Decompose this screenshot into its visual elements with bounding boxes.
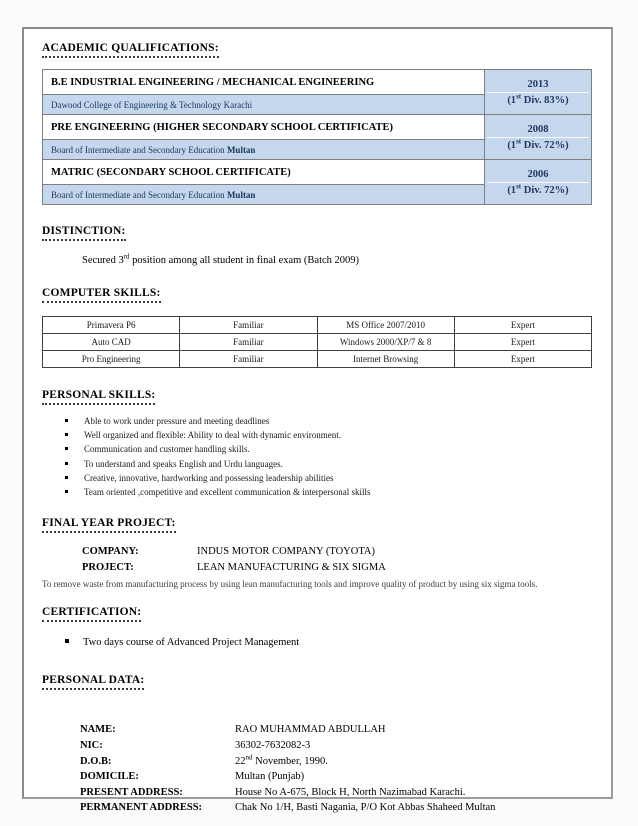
bullet-square-icon <box>65 433 68 436</box>
field-row-present-address <box>80 785 593 801</box>
qualification-institution: Board of Intermediate and Secondary Education Multan <box>43 140 485 160</box>
bullet-square-icon <box>65 462 68 465</box>
section-heading-certification <box>42 602 593 622</box>
project-description: To remove waste from manufacturing process by using lean manufacturing tools and improve quality of product by using six sigma tools. <box>42 579 538 590</box>
skill-level: Familiar <box>180 351 317 368</box>
heading-text: FINAL YEAR PROJECT: <box>42 516 176 533</box>
skill-level: Familiar <box>180 334 317 351</box>
skill-level: Expert <box>454 351 591 368</box>
qualification-title: MATRIC (SECONDARY SCHOOL CERTIFICATE) <box>43 160 485 185</box>
table-row <box>43 70 592 95</box>
field-value: House No A-675, Block H, North Nazimabad Karachi. <box>235 786 466 798</box>
qualification-institution: Board of Intermediate and Secondary Education Multan <box>43 185 485 205</box>
field-row-dob <box>80 754 593 770</box>
computer-skills-table <box>42 316 592 368</box>
qualification-year-cell <box>485 115 592 160</box>
table-row <box>43 317 592 334</box>
field-row-permanent-address <box>80 800 593 816</box>
qualification-year: 2013 <box>487 75 589 93</box>
heading-text: COMPUTER SKILLS: <box>42 286 161 303</box>
qualification-year-cell <box>485 160 592 205</box>
table-row <box>43 334 592 351</box>
qualification-institution: Dawood College of Engineering & Technology Karachi <box>43 95 485 115</box>
list-item: To understand and speaks English and Urdu languages. <box>65 457 593 471</box>
skill-name: Primavera P6 <box>43 317 180 334</box>
field-label: NIC: <box>80 740 103 752</box>
heading-text: ACADEMIC QUALIFICATIONS: <box>42 41 219 58</box>
heading-text: PERSONAL SKILLS: <box>42 388 155 405</box>
qualification-title: PRE ENGINEERING (HIGHER SECONDARY SCHOOL CERTIFICATE) <box>43 115 485 140</box>
list-item: Team oriented ,competitive and excellent communication & interpersonal skills <box>65 485 593 499</box>
company-label: COMPANY: <box>82 546 139 558</box>
table-row <box>43 351 592 368</box>
bullet-square-icon <box>65 419 68 422</box>
skill-level: Expert <box>454 334 591 351</box>
project-value: LEAN MANUFACTURING & SIX SIGMA <box>197 562 386 574</box>
final-year-project-details <box>42 544 593 576</box>
skill-name: Windows 2000/XP/7 & 8 <box>317 334 454 351</box>
field-row-nic <box>80 738 593 754</box>
company-value: INDUS MOTOR COMPANY (TOYOTA) <box>197 546 375 558</box>
bullet-square-icon <box>65 476 68 479</box>
qualification-division: (1st Div. 72%) <box>507 137 569 151</box>
field-row-domicile <box>80 769 593 785</box>
bullet-square-icon <box>65 639 69 643</box>
field-value: 36302-7632082-3 <box>235 740 311 752</box>
field-label: DOMICILE: <box>80 771 139 783</box>
skill-level: Expert <box>454 317 591 334</box>
distinction-text: Secured 3rd position among all student in final exam (Batch 2009) <box>82 252 360 266</box>
bullet-square-icon <box>65 447 68 450</box>
qualification-year: 2006 <box>487 165 589 183</box>
table-row <box>43 115 592 140</box>
company-row <box>82 544 593 560</box>
skill-name: Internet Browsing <box>317 351 454 368</box>
skill-name: Auto CAD <box>43 334 180 351</box>
section-heading-personal-data <box>42 670 593 690</box>
field-value: Multan (Punjab) <box>235 771 305 783</box>
list-item: Communication and customer handling skills. <box>65 442 593 456</box>
qualification-division: (1st Div. 72%) <box>507 182 569 196</box>
qualification-division: (1st Div. 83%) <box>507 92 569 106</box>
list-item: Two days course of Advanced Project Management <box>65 635 593 651</box>
skill-name: Pro Engineering <box>43 351 180 368</box>
field-value: RAO MUHAMMAD ABDULLAH <box>235 724 386 736</box>
list-item: Able to work under pressure and meeting deadlines <box>65 414 593 428</box>
list-item: Well organized and flexible: Ability to deal with dynamic environment. <box>65 428 593 442</box>
personal-data-fields <box>42 722 593 816</box>
field-value: Chak No 1/H, Basti Nagania, P/O Kot Abbas Shaheed Multan <box>235 802 496 814</box>
section-heading-personal-skills <box>42 385 593 405</box>
qualification-title: B.E INDUSTRIAL ENGINEERING / MECHANICAL ENGINEERING <box>43 70 485 95</box>
personal-skills-list <box>42 414 593 499</box>
table-row <box>43 160 592 185</box>
field-value: 22nd November, 1990. <box>235 753 328 767</box>
qualification-year-cell <box>485 70 592 115</box>
skill-level: Familiar <box>180 317 317 334</box>
qualification-year: 2008 <box>487 120 589 138</box>
resume-page <box>22 27 613 814</box>
heading-text: PERSONAL DATA: <box>42 673 144 690</box>
project-row <box>82 560 593 576</box>
bullet-square-icon <box>65 490 68 493</box>
field-label: NAME: <box>80 724 116 736</box>
field-label: D.O.B: <box>80 755 112 767</box>
skill-name: MS Office 2007/2010 <box>317 317 454 334</box>
section-heading-academic-qualifications <box>42 38 593 58</box>
section-heading-computer-skills <box>42 283 593 303</box>
heading-text: DISTINCTION: <box>42 224 126 241</box>
field-label: PRESENT ADDRESS: <box>80 786 183 798</box>
field-row-name <box>80 722 593 738</box>
project-label: PROJECT: <box>82 562 134 574</box>
list-item: Creative, innovative, hardworking and possessing leadership abilities <box>65 471 593 485</box>
field-label: PERMANENT ADDRESS: <box>80 802 203 814</box>
section-heading-final-year-project <box>42 513 593 533</box>
section-heading-distinction <box>42 221 593 241</box>
academic-qualifications-table <box>42 69 592 205</box>
heading-text: CERTIFICATION: <box>42 605 141 622</box>
